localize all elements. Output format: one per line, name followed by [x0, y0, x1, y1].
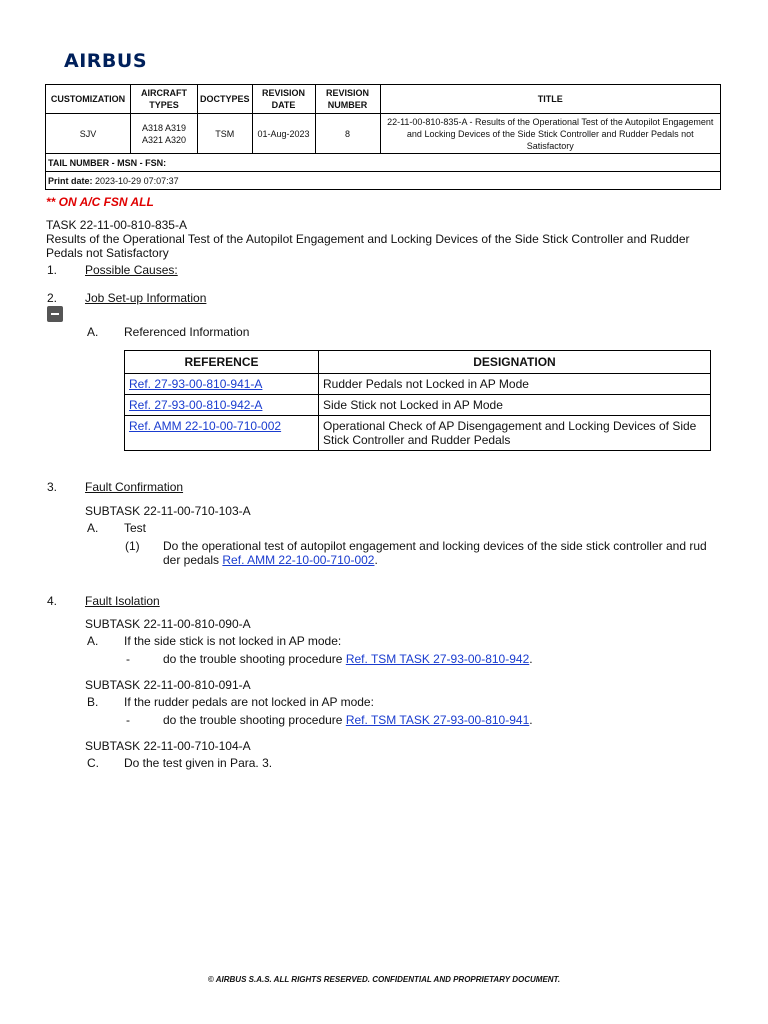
ref-link-3[interactable]: Ref. AMM 22-10-00-710-002	[129, 419, 282, 433]
subtask-710-104: SUBTASK 22-11-00-710-104-A	[85, 739, 251, 753]
section-4-title: Fault Isolation	[85, 594, 160, 608]
title-value: 22-11-00-810-835-A - Results of the Operational Test of the Autopilot Engagement and Locking Devices of the Side Stick Controller and Rudder Pedals not Satisfactory	[380, 114, 720, 154]
fi-a-text: If the side stick is not locked in AP mode:	[124, 634, 342, 648]
fi-a-number: A.	[87, 634, 99, 648]
section-3-title: Fault Confirmation	[85, 480, 184, 494]
fc-a-text: Test	[124, 521, 147, 535]
fc-step-text: Do the operational test of autopilot engagement and locking devices of the side stick controller and rudder pedals Ref. AMM 22-10-00-710-002.	[163, 539, 707, 567]
effectivity-note: ** ON A/C FSN ALL	[46, 195, 154, 209]
tail-number-row: TAIL NUMBER - MSN - FSN:	[46, 154, 721, 172]
section-2a-number: A.	[87, 325, 99, 339]
designation-2: Side Stick not Locked in AP Mode	[319, 395, 711, 416]
subtask-810-091: SUBTASK 22-11-00-810-091-A	[85, 678, 251, 692]
tsm-link-941[interactable]: Ref. TSM TASK 27-93-00-810-941	[345, 713, 530, 727]
fi-b-number: B.	[87, 695, 99, 709]
referenced-info-table	[124, 350, 711, 451]
print-date-row	[46, 172, 721, 190]
fi-c-number: C.	[87, 756, 99, 770]
table-row	[125, 416, 711, 451]
col-aircraft-types: AIRCRAFT TYPES	[131, 85, 198, 114]
fi-c-text: Do the test given in Para. 3.	[124, 756, 273, 770]
col-revision-date: REVISION DATE	[252, 85, 315, 114]
fi-b-procedure: do the trouble shooting procedure Ref. TSM TASK 27-93-00-810-941.	[163, 713, 533, 727]
section-1-title: Possible Causes:	[85, 263, 178, 277]
fc-step-number: (1)	[125, 539, 140, 553]
aircraft-types-value: A318 A319 A321 A320	[131, 114, 198, 154]
task-id: TASK 22-11-00-810-835-A	[46, 218, 187, 232]
amm-link[interactable]: Ref. AMM 22-10-00-710-002	[222, 553, 375, 567]
col-revision-number: REVISION NUMBER	[315, 85, 380, 114]
table-row	[125, 374, 711, 395]
print-date-label: Print date:	[48, 175, 93, 186]
fc-a-number: A.	[87, 521, 99, 535]
document-header-table	[45, 84, 721, 190]
designation-3: Operational Check of AP Disengagement and Locking Devices of Side Stick Controller and Rudder Pedals	[319, 416, 711, 451]
section-1-number: 1.	[47, 263, 58, 277]
task-title: Results of the Operational Test of the Autopilot Engagement and Locking Devices of the Side Stick Controller and Rudder Pedals not Satisfactory	[46, 232, 690, 260]
doctype-value: TSM	[198, 114, 253, 154]
customization-value: SJV	[46, 114, 131, 154]
table-row	[125, 395, 711, 416]
subtask-710-103: SUBTASK 22-11-00-710-103-A	[85, 504, 251, 518]
designation-1: Rudder Pedals not Locked in AP Mode	[319, 374, 711, 395]
section-2-title: Job Set-up Information	[85, 291, 207, 305]
col-doctypes: DOCTYPES	[198, 85, 253, 114]
section-2a-title: Referenced Information	[124, 325, 250, 339]
tsm-link-942[interactable]: Ref. TSM TASK 27-93-00-810-942	[345, 652, 530, 666]
subtask-810-090: SUBTASK 22-11-00-810-090-A	[85, 617, 251, 631]
ref-link-2[interactable]: Ref. 27-93-00-810-942-A	[129, 398, 263, 412]
airbus-logo: AIRBUS	[64, 50, 147, 72]
fi-a-dash: -	[126, 652, 130, 666]
fi-a-procedure: do the trouble shooting procedure Ref. TSM TASK 27-93-00-810-942.	[163, 652, 533, 666]
fi-b-text: If the rudder pedals are not locked in AP mode:	[124, 695, 374, 709]
col-customization: CUSTOMIZATION	[46, 85, 131, 114]
collapse-icon[interactable]	[47, 306, 63, 322]
revision-date-value: 01-Aug-2023	[252, 114, 315, 154]
col-reference: REFERENCE	[125, 351, 319, 374]
section-2-number: 2.	[47, 291, 58, 305]
copyright-footer: © AIRBUS S.A.S. ALL RIGHTS RESERVED. CONFIDENTIAL AND PROPRIETARY DOCUMENT.	[207, 975, 561, 984]
section-3-number: 3.	[47, 480, 58, 494]
col-designation: DESIGNATION	[319, 351, 711, 374]
section-4-number: 4.	[47, 594, 58, 608]
ref-link-1[interactable]: Ref. 27-93-00-810-941-A	[129, 377, 263, 391]
print-date-value: 2023-10-29 07:07:37	[95, 175, 179, 186]
revision-number-value: 8	[315, 114, 380, 154]
col-title: TITLE	[380, 85, 720, 114]
fi-b-dash: -	[126, 713, 130, 727]
